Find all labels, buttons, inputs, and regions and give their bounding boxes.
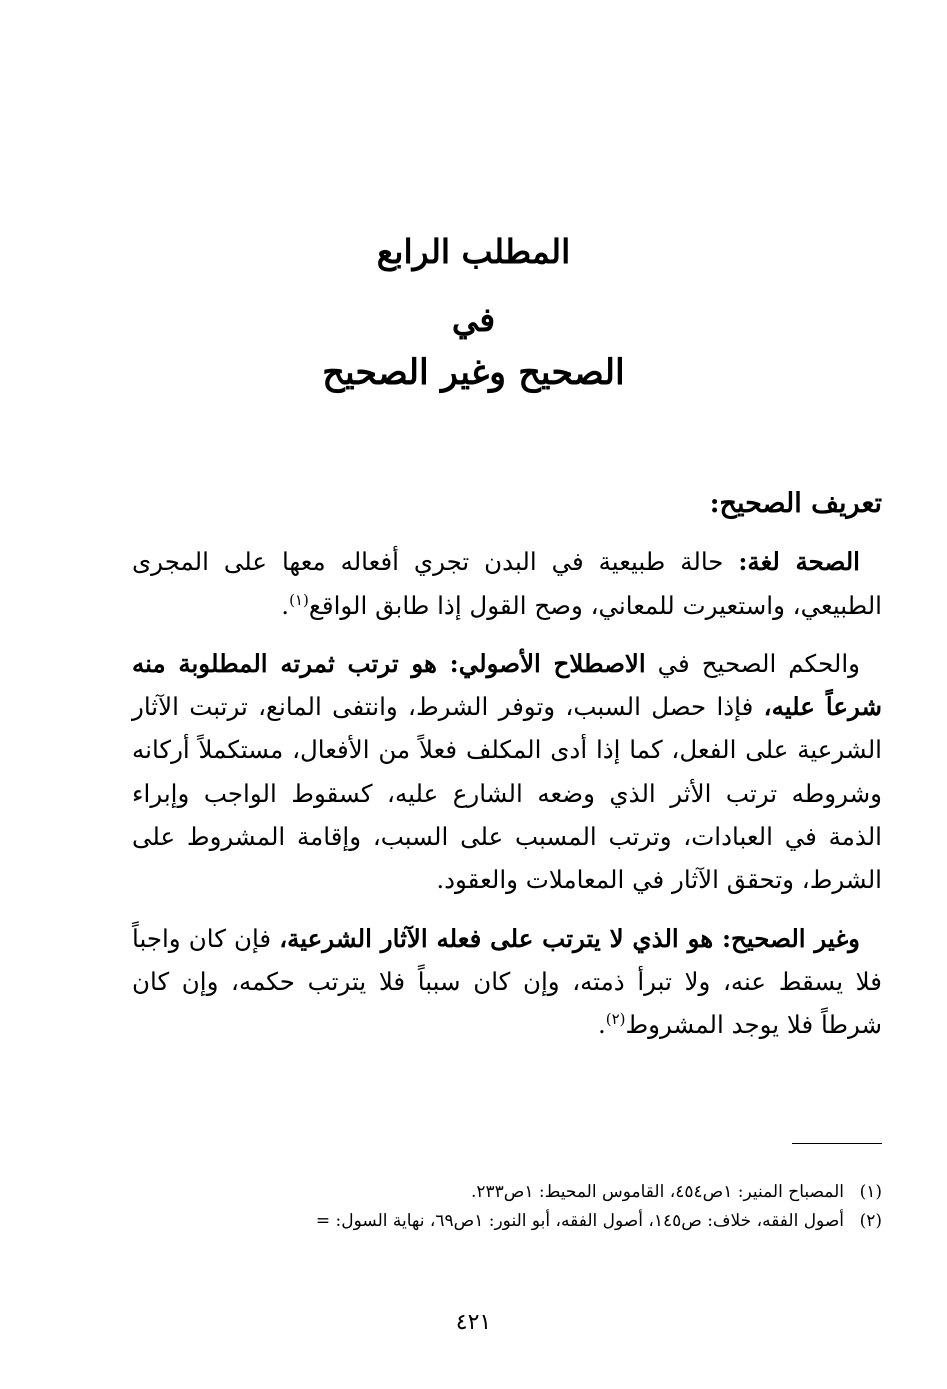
footnotes (132, 1178, 882, 1236)
footnote-number: (٢) (859, 1211, 882, 1231)
main-text (132, 482, 882, 1062)
paragraph-linguistic-definition (132, 540, 882, 627)
paragraph-text: فإذا حصل السبب، وتوفر الشرط، وانتفى المانع، ترتبت الآثار الشرعية على الفعل، كما إذا أدى المكلف فعلاً من الأفعال، مستكملاً أركانه وشروطه ترتب الأثر الذي وضعه الشارع عليه، كسقوط الواجب وإبراء الذمة في العبادات، وترتب المسبب على السبب، وإقامة المشروط على الشرط، وتحقق الآثار في المعاملات والعقود. (132, 692, 882, 895)
paragraph-end: . (281, 590, 290, 620)
footnote-item (132, 1207, 882, 1236)
term-definition: الاصطلاح الأصولي: هو ترتب ثمرته المطلوبة منه شرعاً عليه، (132, 648, 882, 722)
footnote-separator (792, 1143, 882, 1144)
term-label: الصحة لغة: (738, 547, 860, 577)
paragraph-text: فإن كان واجباً فلا يسقط عنه، ولا تبرأ ذمته، وإن كان سبباً فلا يترتب حكمه، وإن كان شرطاً فلا يوجد المشروط (132, 923, 882, 1040)
paragraph-text: حالة طبيعية في البدن تجري أفعاله معها على المجرى الطبيعي، واستعيرت للمعاني، وصح القول إذا طابق الواقع (132, 547, 882, 620)
paragraph-lead: والحكم الصحيح في (645, 648, 860, 678)
section-subject: الصحيح وغير الصحيح (322, 352, 625, 393)
page-number: ٤٢١ (455, 1310, 492, 1335)
paragraph-invalid-definition (132, 917, 882, 1047)
section-title-connector: في (451, 300, 496, 339)
footnote-text: أصول الفقه، خلاف: ص١٤٥، أصول الفقه، أبو النور: ١ص٦٩، نهاية السول: = (315, 1211, 844, 1231)
footnote-item (132, 1178, 882, 1207)
footnote-ref-2[interactable]: (٢) (605, 1010, 626, 1029)
definition-heading: تعريف الصحيح: (709, 488, 882, 519)
section-title: المطلب الرابع (376, 232, 571, 271)
footnote-ref-1[interactable]: (١) (289, 590, 309, 609)
paragraph-end: . (597, 1010, 606, 1040)
paragraph-technical-definition (132, 642, 882, 902)
footnote-number: (١) (859, 1182, 882, 1202)
term-definition: وغير الصحيح: هو الذي لا يترتب على فعله الآثار الشرعية، (279, 923, 860, 953)
footnote-text: المصباح المنير: ١ص٤٥٤، القاموس المحيط: ١ص٢٣٣. (470, 1182, 844, 1202)
